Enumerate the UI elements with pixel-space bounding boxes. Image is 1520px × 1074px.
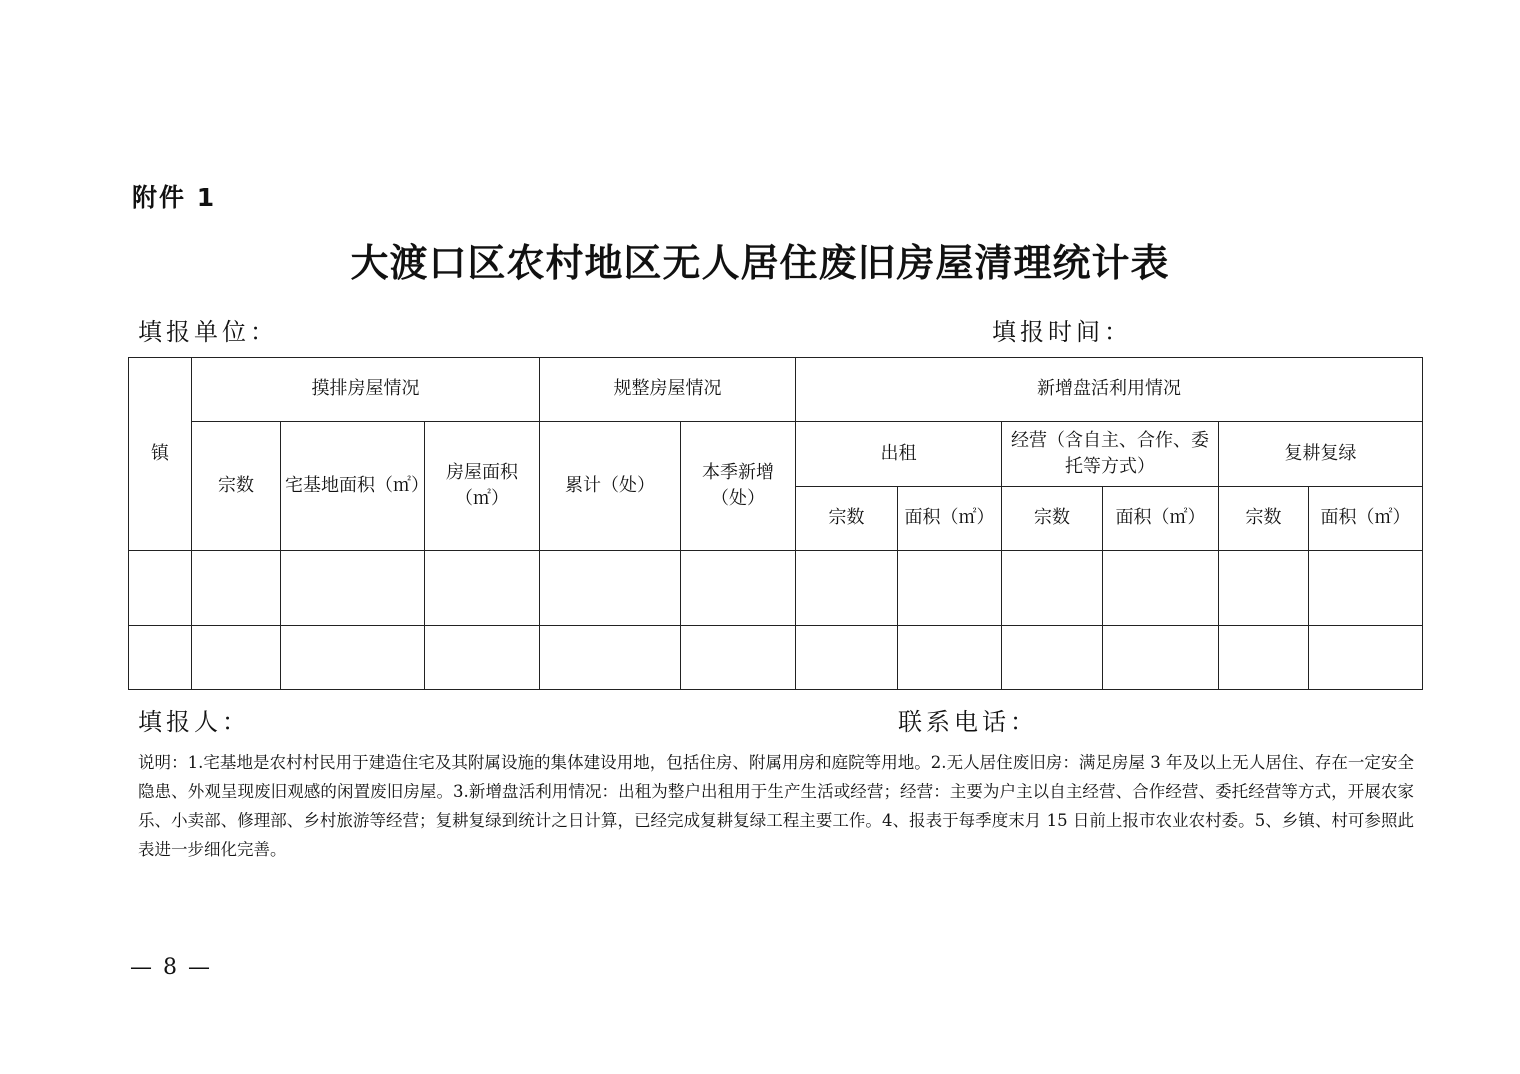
filler-label: 填报人： bbox=[138, 708, 250, 736]
revitalize-group-header: 新增盘活利用情况 bbox=[796, 358, 1423, 422]
page-number: — 8 — bbox=[130, 955, 212, 980]
table-cell[interactable] bbox=[1219, 551, 1309, 626]
attachment-label: 附件 1 bbox=[132, 183, 217, 212]
table-cell[interactable] bbox=[425, 551, 540, 626]
survey-group-header: 摸排房屋情况 bbox=[192, 358, 540, 422]
table-cell[interactable] bbox=[796, 551, 898, 626]
reporting-unit-label: 填报单位： bbox=[138, 318, 278, 346]
statistics-table bbox=[128, 357, 1423, 690]
operate-area-header: 面积（㎡） bbox=[1103, 487, 1219, 551]
table-cell[interactable] bbox=[129, 626, 192, 690]
explanation-notes: 说明：1.宅基地是农村村民用于建造住宅及其附属设施的集体建设用地，包括住房、附属用房和庭院等用地。2.无人居住废旧房：满足房屋 3 年及以上无人居住、存在一定安全隐患、外观呈现废旧观感的闲置废旧房屋。3.新增盘活利用情况：出租为整户出租用于生产生活或经营；经营：主要为户主以自主经营、合作经营、委托经营等方式，开展农家乐、小卖部、修理部、乡村旅游等经营；复耕复绿到统计之日计算，已经完成复耕复绿工程主要工作。4、报表于每季度末月 15 日前上报市农业农村委。5、乡镇、村可参照此表进一步细化完善。 bbox=[138, 753, 1414, 859]
table-cell[interactable] bbox=[540, 626, 681, 690]
table-cell[interactable] bbox=[681, 626, 796, 690]
contact-phone-label: 联系电话： bbox=[898, 708, 1038, 736]
rent-count-header: 宗数 bbox=[796, 487, 898, 551]
table-cell[interactable] bbox=[1002, 626, 1103, 690]
table-cell[interactable] bbox=[192, 551, 281, 626]
table-cell[interactable] bbox=[1219, 626, 1309, 690]
table-cell[interactable] bbox=[192, 626, 281, 690]
regulate-group-header: 规整房屋情况 bbox=[540, 358, 796, 422]
operate-header: 经营（含自主、合作、委托等方式） bbox=[1002, 422, 1219, 487]
table-cell[interactable] bbox=[281, 626, 425, 690]
town-header: 镇 bbox=[129, 358, 192, 551]
survey-count-header: 宗数 bbox=[192, 422, 281, 551]
table-cell[interactable] bbox=[1309, 551, 1423, 626]
greening-header: 复耕复绿 bbox=[1219, 422, 1423, 487]
greening-area-header: 面积（㎡） bbox=[1309, 487, 1423, 551]
table-cell[interactable] bbox=[681, 551, 796, 626]
table-cell[interactable] bbox=[898, 551, 1002, 626]
table-cell[interactable] bbox=[1309, 626, 1423, 690]
rent-area-header: 面积（㎡） bbox=[898, 487, 1002, 551]
table-cell[interactable] bbox=[425, 626, 540, 690]
table-cell[interactable] bbox=[1103, 551, 1219, 626]
house-area-header: 房屋面积（㎡） bbox=[425, 422, 540, 551]
operate-count-header: 宗数 bbox=[1002, 487, 1103, 551]
table-cell[interactable] bbox=[898, 626, 1002, 690]
rent-header: 出租 bbox=[796, 422, 1002, 487]
regulate-total-header: 累计（处） bbox=[540, 422, 681, 551]
homestead-area-header: 宅基地面积（㎡） bbox=[281, 422, 425, 551]
greening-count-header: 宗数 bbox=[1219, 487, 1309, 551]
table-cell[interactable] bbox=[796, 626, 898, 690]
table-cell[interactable] bbox=[1103, 626, 1219, 690]
document-title: 大渡口区农村地区无人居住废旧房屋清理统计表 bbox=[350, 240, 1170, 285]
header-row-1 bbox=[129, 358, 1423, 422]
table-cell[interactable] bbox=[129, 551, 192, 626]
table-cell[interactable] bbox=[1002, 551, 1103, 626]
table-row bbox=[129, 551, 1423, 626]
header-row-2 bbox=[129, 422, 1423, 487]
reporting-time-label: 填报时间： bbox=[992, 318, 1132, 346]
table-row bbox=[129, 626, 1423, 690]
table-cell[interactable] bbox=[540, 551, 681, 626]
regulate-new-header: 本季新增（处） bbox=[681, 422, 796, 551]
table-cell[interactable] bbox=[281, 551, 425, 626]
